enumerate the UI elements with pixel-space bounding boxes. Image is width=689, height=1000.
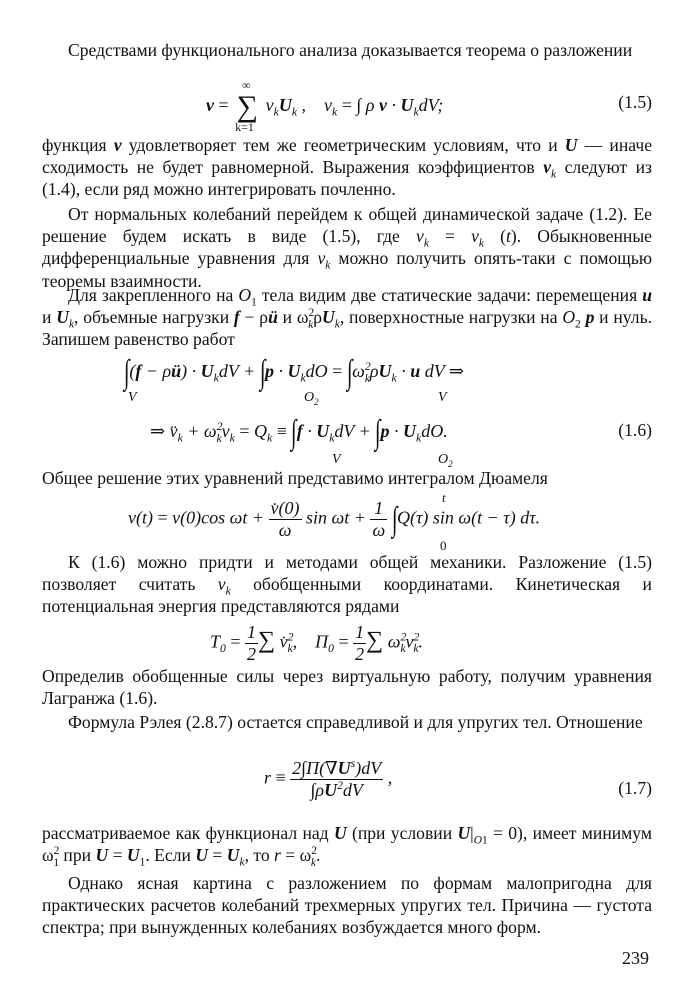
paragraph-dynamic-problem: От нормальных колебаний перейдем к общей динамической задаче (1.2). Ее решение будем искать в виде (1.5), где $v_k = v_k$ (t). Обыкновенные дифференциальные уравнения для $v_k$ можно получить опять-таки с помощью теоремы взаимности. (42, 204, 652, 291)
equation-1-6: ⇒ $v̈_k + \omega^2_kv_k = Q_k \equiv \int f \cdot U_kdV + \int p \cdot U_kdO$. V $O_2$ (1.6) (150, 414, 652, 469)
paragraph-static-problems: Для закрепленного на $O_1$ тела видим две статические задачи: перемещения u и $U_k$, объемные нагрузки f − ρü и $\omega^2_k\rho U_k$, поверхностные нагрузки на $O_2$ p и нуль. Запишем равенство работ (42, 285, 652, 350)
sum-lower-limit: k=1 (235, 120, 254, 134)
paragraph-spectrum-density: Однако ясная картина с разложением по формам малопригодна для практических расчетов колебаний трехмерных упругих тел. Причина — густота спектра; при вынужденных колебаниях возбуждается много форм. (42, 873, 652, 938)
paragraph-functional-minimum: рассматриваемое как функционал над U (при условии $U|_{O1} = 0$), имеет минимум $\omega^2_1$ при $U = U_1$. Если $U = U_k$, то $r = \omega^2_k$. (42, 823, 652, 869)
paragraph-theorem-intro: Средствами функционального анализа доказывается теорема о разложении (68, 40, 633, 60)
equation-energy: $T_0$ = $\frac{1}{2}$ ∑ v̇$^2_k$, $\Pi_0$ = $\frac{1}{2}$ ∑ $\omega^2_kv^2_k$. (210, 622, 424, 664)
paragraph-lagrange: Определив обобщенные силы через виртуальную работу, получим уравнения Лагранжа (1.6). (42, 666, 652, 709)
equation-1-7: r ≡ $\frac{2\int\Pi(\nabla U^s)dV}{\int\rho U^2dV}$ , (1.7) (264, 757, 652, 800)
equation-number: (1.6) (618, 420, 652, 440)
page-number: 239 (622, 948, 649, 968)
equation-duhamel: v(t) = v(0)cos ωt + $\frac{v̇(0)}{\omega}$ sin ωt + $\frac{1}{\omega}$ ∫Q(τ) sin ω(t − τ) dτ. t 0 (128, 490, 541, 553)
sum-upper-limit: ∞ (242, 78, 251, 92)
paragraph-rayleigh: Формула Рэлея (2.8.7) остается справедливой и для упругих тел. Отношение (68, 712, 643, 732)
paragraph-general-mechanics: К (1.6) можно придти и методами общей механики. Разложение (1.5) позволяет считать $v_k$ обобщенными координатами. Кинетическая и потенциальная энергия представляются рядами (42, 552, 652, 617)
equation-work-equality: ∫(f − ρü) · $U_kdV + \int p \cdot U_kdO = \int\omega^2_k\rho U_k \cdot u$ dV ⇒ V $O_2$ V (123, 354, 465, 407)
equation-1-5: v = ∞ ∑ k=1 $v_kU_k$ , $v_k$ = ∫ ρ $v \cdot U_kdV$; (1.5) (206, 78, 652, 134)
paragraph-function-conditions: функция v удовлетворяет тем же геометрическим условиям, что и U — иначе сходимость не будет равномерной. Выражения коэффициентов $v_k$ следуют из (1.4), если ряд можно интегрировать почленно. (42, 135, 653, 200)
paragraph-duhamel: Общее решение этих уравнений представимо интегралом Дюамеля (42, 468, 548, 488)
equation-number: (1.5) (618, 92, 652, 112)
equation-number: (1.7) (618, 778, 652, 798)
